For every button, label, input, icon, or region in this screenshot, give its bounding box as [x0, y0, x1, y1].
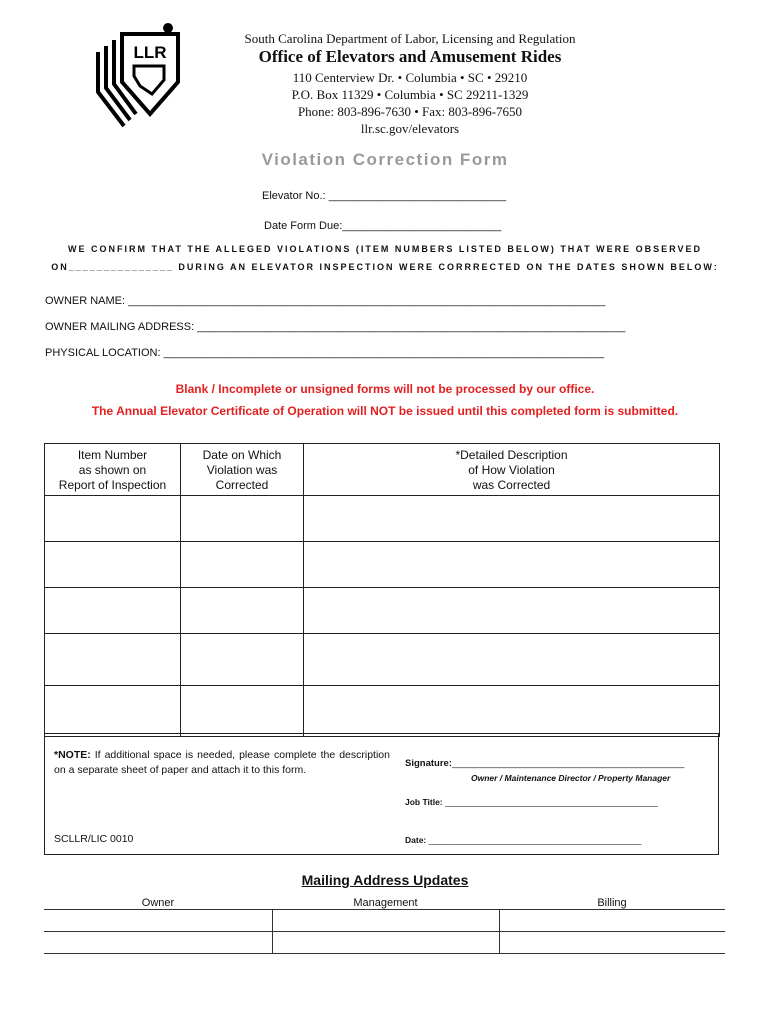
- office-name: Office of Elevators and Amusement Rides: [258, 47, 562, 66]
- item-number-cell[interactable]: [45, 588, 181, 634]
- date-cell[interactable]: [181, 686, 304, 737]
- logo-text: LLR: [133, 43, 167, 62]
- column-billing: Billing: [597, 897, 627, 909]
- table-row: [45, 686, 720, 737]
- physical-location-field[interactable]: PHYSICAL LOCATION: ________________________________________________________________________: [45, 347, 605, 359]
- address-line-2: P.O. Box 11329 • Columbia • SC 29211-1329: [291, 87, 529, 102]
- date-cell[interactable]: [181, 634, 304, 686]
- header-description: *Detailed Description of How Violation was Corrected: [304, 444, 720, 496]
- table-row: [45, 496, 720, 542]
- table-row: [45, 634, 720, 686]
- header-date-corrected: Date on Which Violation was Corrected: [181, 444, 304, 496]
- llr-logo: [94, 22, 182, 130]
- violation-table: [44, 443, 720, 737]
- description-cell[interactable]: [304, 634, 720, 686]
- date-label: Date:: [405, 835, 427, 845]
- form-code: SCLLR/LIC 0010: [54, 833, 134, 845]
- job-title-field[interactable]: Job Title: _____________________________________________: [405, 797, 658, 807]
- elevator-no-label: Elevator No.:: [262, 190, 326, 202]
- job-title-label: Job Title:: [405, 797, 443, 807]
- billing-address-cell[interactable]: [500, 910, 725, 953]
- description-cell[interactable]: [304, 496, 720, 542]
- description-cell[interactable]: [304, 686, 720, 737]
- date-cell[interactable]: [181, 588, 304, 634]
- owner-address-cell[interactable]: [44, 910, 272, 953]
- warning-certificate: The Annual Elevator Certificate of Operation will NOT be issued until this completed form is submitted.: [91, 404, 679, 418]
- item-number-cell[interactable]: [45, 542, 181, 588]
- agency-name: South Carolina Department of Labor, Licensing and Regulation: [244, 31, 576, 46]
- signature-field[interactable]: Signature:____________________________________________: [405, 758, 685, 769]
- website: llr.sc.gov/elevators: [360, 121, 460, 136]
- item-number-cell[interactable]: [45, 634, 181, 686]
- date-due-label: Date Form Due:: [264, 220, 343, 232]
- mailing-title: Mailing Address Updates: [301, 872, 469, 888]
- table-row: [45, 542, 720, 588]
- description-cell[interactable]: [304, 588, 720, 634]
- signature-label: Signature:: [405, 758, 452, 769]
- signature-caption: Owner / Maintenance Director / Property Manager: [471, 773, 671, 783]
- form-title: Violation Correction Form: [261, 150, 509, 169]
- owner-name-field[interactable]: OWNER NAME: ______________________________________________________________________________: [45, 295, 606, 307]
- table-header-row: [45, 444, 720, 496]
- item-number-cell[interactable]: [45, 496, 181, 542]
- address-line-1: 110 Centerview Dr. • Columbia • SC • 29210: [292, 70, 528, 85]
- header-item-number: Item Number as shown on Report of Inspection: [45, 444, 181, 496]
- description-cell[interactable]: [304, 542, 720, 588]
- elevator-no-blank: _____________________________: [328, 190, 507, 202]
- elevator-no-field[interactable]: [262, 190, 506, 202]
- confirm-line-2[interactable]: ON_______________ DURING AN ELEVATOR INSPECTION WERE CORRRECTED ON THE DATES SHOWN BELOW:: [51, 262, 719, 272]
- management-address-cell[interactable]: [273, 910, 499, 953]
- date-cell[interactable]: [181, 496, 304, 542]
- item-number-cell[interactable]: [45, 686, 181, 737]
- note-text: *NOTE: If additional space is needed, please complete the description on a separate sheet of paper and attach it to this form.: [54, 749, 390, 776]
- confirm-line-1: WE CONFIRM THAT THE ALLEGED VIOLATIONS (ITEM NUMBERS LISTED BELOW) THAT WERE OBSERVED: [68, 244, 702, 254]
- date-cell[interactable]: [181, 542, 304, 588]
- column-owner: Owner: [141, 897, 175, 909]
- date-due-blank: __________________________: [342, 220, 502, 232]
- date-due-field[interactable]: [264, 220, 501, 232]
- date-field[interactable]: Date: _____________________________________________: [405, 835, 642, 845]
- mailing-grid-line: [44, 953, 725, 954]
- owner-mailing-field[interactable]: OWNER MAILING ADDRESS: ______________________________________________________________________: [45, 321, 626, 333]
- phone-fax: Phone: 803-896-7630 • Fax: 803-896-7650: [297, 104, 523, 119]
- table-row: [45, 588, 720, 634]
- column-management: Management: [353, 897, 418, 909]
- note-signature-box: [44, 733, 719, 855]
- warning-incomplete: Blank / Incomplete or unsigned forms will not be processed by our office.: [175, 382, 595, 396]
